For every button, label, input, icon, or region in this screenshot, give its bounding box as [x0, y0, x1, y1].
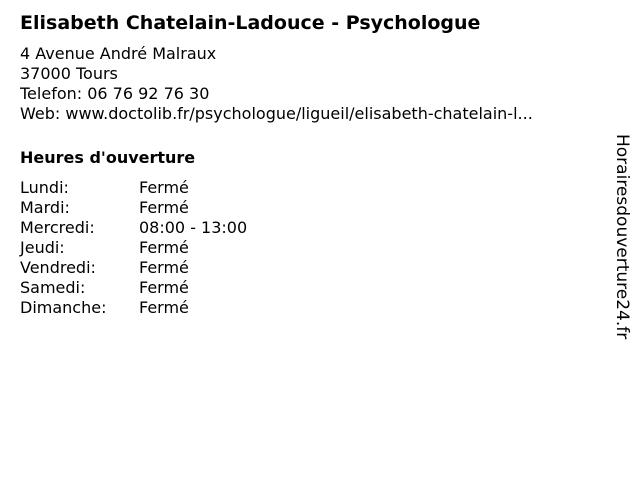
hours-row — [20, 218, 600, 238]
day-label: Samedi: — [20, 278, 86, 297]
day-label: Vendredi: — [20, 258, 96, 277]
site-watermark — [612, 134, 632, 374]
business-title: Elisabeth Chatelain-Ladouce - Psychologue — [20, 12, 481, 34]
hours-row — [20, 298, 600, 318]
day-hours: Fermé — [139, 178, 189, 197]
day-label: Mercredi: — [20, 218, 95, 237]
day-label: Jeudi: — [20, 238, 65, 257]
site-watermark-text: Horairesdouverture24.fr — [612, 134, 632, 340]
city-postal: 37000 Tours — [20, 64, 118, 83]
day-hours: Fermé — [139, 198, 189, 217]
day-hours: Fermé — [139, 238, 189, 257]
day-label: Dimanche: — [20, 298, 107, 317]
day-hours: 08:00 - 13:00 — [139, 218, 248, 237]
hours-row — [20, 198, 600, 218]
hours-row — [20, 278, 600, 298]
listing-card — [20, 10, 600, 318]
opening-hours-table — [20, 178, 600, 318]
hours-row — [20, 258, 600, 278]
day-label: Lundi: — [20, 178, 69, 197]
day-label: Mardi: — [20, 198, 70, 217]
hours-row — [20, 238, 600, 258]
day-hours: Fermé — [139, 258, 189, 277]
contact-block — [20, 44, 600, 124]
website-link[interactable]: Web: www.doctolib.fr/psychologue/ligueil/elisabeth-chatelain-l... — [20, 104, 533, 123]
day-hours: Fermé — [139, 298, 189, 317]
street-address: 4 Avenue André Malraux — [20, 44, 217, 63]
hours-row — [20, 178, 600, 198]
phone-number[interactable]: Telefon: 06 76 92 76 30 — [20, 84, 210, 103]
day-hours: Fermé — [139, 278, 189, 297]
opening-hours-heading: Heures d'ouverture — [20, 148, 196, 167]
